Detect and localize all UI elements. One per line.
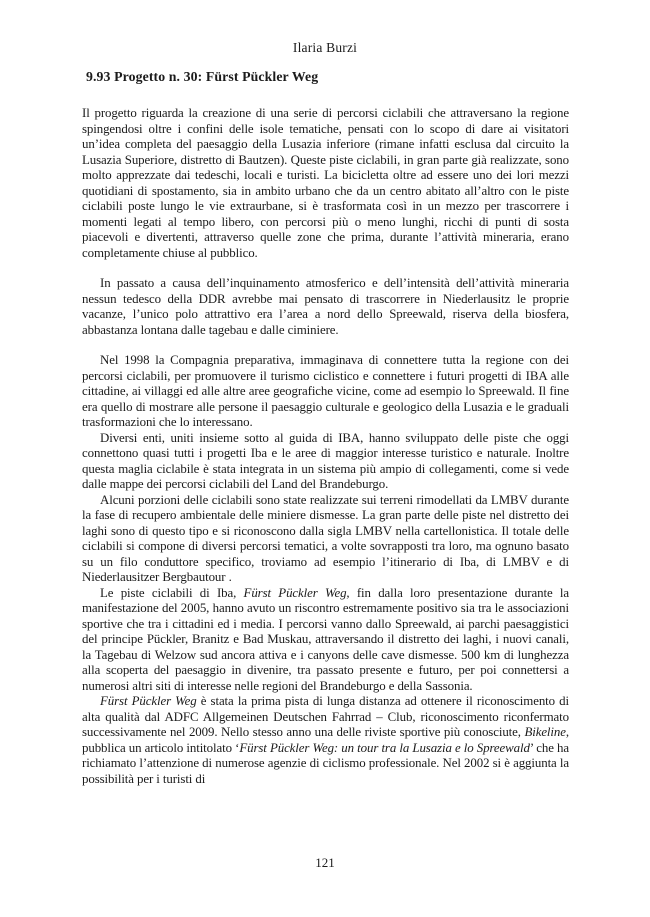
paragraph <box>82 276 569 338</box>
paragraph <box>82 586 569 695</box>
text-run: Il progetto riguarda la creazione di una serie di percorsi ciclabili che attraversano la regione spingendosi oltre i confini delle isole tematiche, pensati con lo scopo di dare ai visitatori un’idea completa del paesaggio della Lusazia inferiore (rimane infatti esclusa dal circuito la Lusazia Superiore, distretto di Bautzen). Queste piste ciclabili, in gran parte già realizzate, sono molto apprezzate dai tedeschi, locali e turisti. La bicicletta oltre ad essere uno dei lori mezzi quotidiani di spostamento, sia in ambito urbano che da un centro abitato all’altro con le piste ciclabili poste lungo le vie extraurbane, si è trasformata così in un mezzo per trascorrere i momenti legati al tempo libero, con percorsi più o meno lunghi, ricchi di punti di sosta piacevoli e divertenti, attraverso quelle zone che prima, durante l’attività mineraria, erano completamente chiuse al pubblico. <box>82 106 569 260</box>
italic-text-run: Fürst Pückler Weg: un tour tra la Lusazia e lo Spreewald <box>239 740 530 755</box>
body-text <box>82 106 569 787</box>
paragraph <box>82 431 569 493</box>
italic-text-run: Bikeline <box>524 725 566 739</box>
paragraph <box>82 353 569 431</box>
running-header: Ilaria Burzi <box>292 40 358 55</box>
italic-text-run: Fürst Pückler Weg, <box>243 585 350 600</box>
text-run: fin dalla loro presentazione durante la manifestazione del 2005, hanno avuto un riscontro estremamente positivo sia tra le associazioni sportive che tra i cittadini ed i media. I percorsi vanno dallo Spreewald, ai parchi paesaggistici del principe Pückler, Branitz e Bad Muskau, attraversando il distretto dei laghi, i nuovi canali, la Tagebau di Welzow sud ancora attiva e i canyons delle cave dismesse. 500 km di lunghezza alla scoperta del paesaggio in divenire, tra passato presente e futuro, per poi connettersi a numerosi altri siti di interesse nelle regioni del Brandeburgo e della Sassonia. <box>82 585 569 693</box>
italic-text-run: Fürst Pückler Weg <box>100 694 197 708</box>
text-run: è stata la prima pista di lunga distanza ad ottenere il riconoscimento di alta qualità dal ADFC Allgemeinen Deutschen Fahrrad – Club, riconoscimento riconfermato successivamente nel 2009. Nello stesso anno una delle riviste sportive più conosciute, <box>82 694 569 739</box>
paragraph <box>82 694 569 787</box>
text-run: Nel 1998 la Compagnia preparativa, immaginava di connettere tutta la regione con dei percorsi ciclabili, per promuovere il turismo ciclistico e connettere i futuri progetti di IBA alle cittadine, ai villaggi ed alle altre aree geografiche vicine, come ad esempio lo Spreewald. Il fine era quello di mostrare alle persone il paesaggio culturale e geologico della Lusazia e le graduali trasformazioni che lo interessano. <box>82 353 569 429</box>
text-run: Diversi enti, uniti insieme sotto al guida di IBA, hanno sviluppato delle piste che oggi connettono quasi tutti i progetti Iba e le aree di maggior interesse turistico e naturale. Inoltre questa maglia ciclabile è stata integrata in un sistema più ampio di collegamenti, come si vede dalle mappe dei percorsi ciclabili del Land del Brandeburgo. <box>82 430 569 491</box>
text-run: ’ che ha richiamato l’attenzione di numerose agenzie di ciclismo professionale. Nel 2002 si è aggiunta la possibilità per i turisti di <box>82 740 569 786</box>
paragraph <box>82 106 569 261</box>
page-number: 121 <box>315 855 335 870</box>
section-heading: 9.93 Progetto n. 30: Fürst Pückler Weg <box>86 69 319 84</box>
paragraph <box>82 493 569 586</box>
text-run: In passato a causa dell’inquinamento atmosferico e dell’intensità dell’attività mineraria nessun tedesco della DDR avrebbe mai pensato di trascorrere in Niederlausitz le proprie vacanze, l’unico polo attrattivo era l’area a nord dello Spreewald, riserva della biosfera, abbastanza lontana dalle tagebau e dalle ciminiere. <box>82 276 569 337</box>
text-run: Le piste ciclabili di Iba, <box>100 585 244 600</box>
text-run: , pubblica un articolo intitolato ‘ <box>82 725 569 755</box>
text-run: Alcuni porzioni delle ciclabili sono state realizzate sui terreni rimodellati da LMBV durante la fase di recupero ambientale delle miniere dismesse. La gran parte delle piste nel distretto dei laghi sono di questo tipo e si riconoscono dalla sigla LMBV nella cartellonistica. Il totale delle ciclabili si compone di diversi percorsi tematici, a volte sovrapposti tra loro, ma ognuno basato su un filo conduttore specifico, troviamo ad esempio l’itinerario di Iba, di LMBV e di Niederlausitzer Bergbautour . <box>82 492 569 584</box>
